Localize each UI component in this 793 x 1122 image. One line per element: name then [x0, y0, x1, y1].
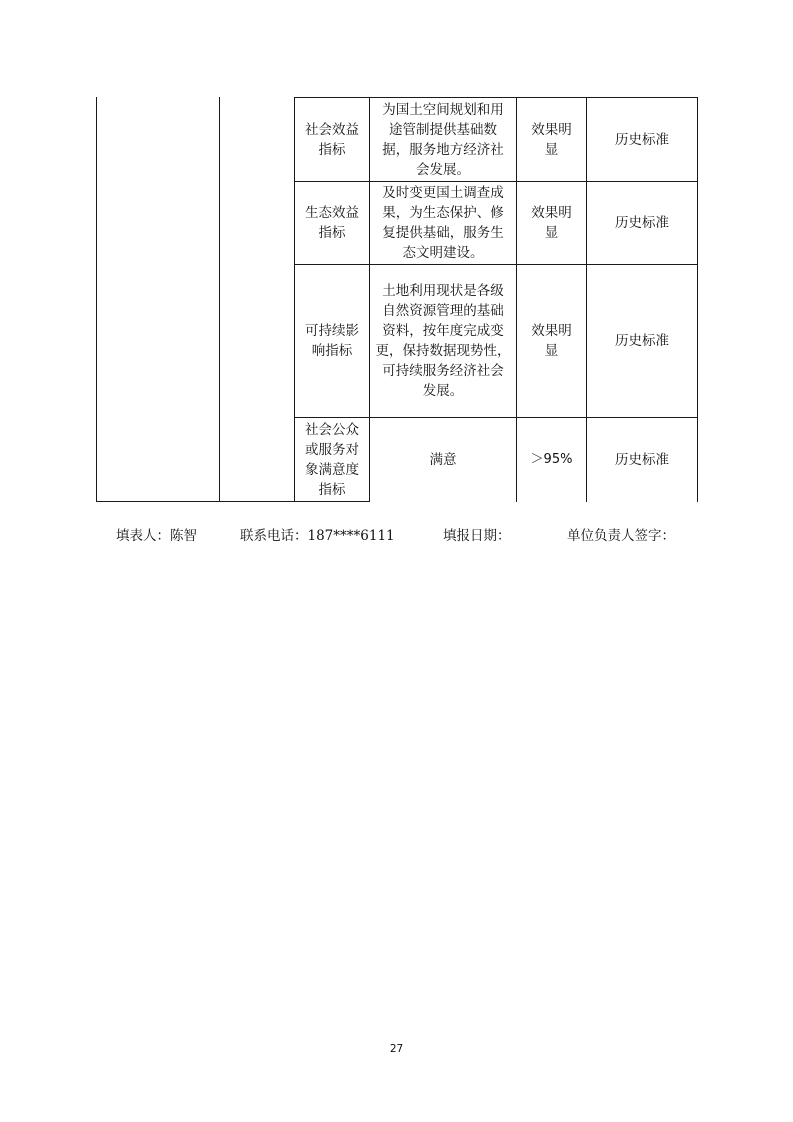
- indicator-content-cell: 土地利用现状是各级 自然资源管理的基础 资料，按年度完成变 更，保持数据现势性， 可持续服务经济社会 发展。: [375, 283, 511, 399]
- indicator-content-cell: 满意: [429, 452, 457, 468]
- filler-name: 填表人：陈智: [116, 528, 197, 544]
- contact-phone: 联系电话：187****6111: [240, 528, 395, 544]
- indicator-content-cell: 为国土空间规划和用 途管制提供基础数 据，服务地方经济社 会发展。: [382, 101, 504, 178]
- indicator-target-cell: 效果明 显: [531, 121, 572, 158]
- indicator-standard-cell: 历史标准: [615, 333, 669, 349]
- indicator-name-cell: 可持续影 响指标: [305, 323, 359, 359]
- table-divider: [219, 97, 220, 502]
- table-border-right: [697, 97, 698, 502]
- indicator-target-cell: ＞95%: [530, 452, 573, 467]
- indicator-target-cell: 效果明 显: [531, 205, 572, 241]
- indicator-standard-cell: 历史标准: [615, 215, 669, 231]
- indicator-name-cell: 生态效益 指标: [305, 205, 359, 241]
- responsible-signature: 单位负责人签字：: [567, 528, 675, 544]
- fill-date: 填报日期：: [443, 528, 511, 544]
- indicator-standard-cell: 历史标准: [615, 452, 669, 468]
- indicator-standard-cell: 历史标准: [615, 131, 669, 148]
- indicator-content-cell: 及时变更国土调查成 果，为生态保护、修 复提供基础，服务生 态文明建设。: [382, 185, 504, 261]
- page-number: 27: [389, 1043, 404, 1055]
- indicator-name-cell: 社会效益 指标: [305, 121, 359, 158]
- indicator-target-cell: 效果明 显: [531, 323, 572, 359]
- indicator-name-cell: 社会公众 或服务对 象满意度 指标: [305, 422, 359, 498]
- table-border-left: [96, 97, 97, 502]
